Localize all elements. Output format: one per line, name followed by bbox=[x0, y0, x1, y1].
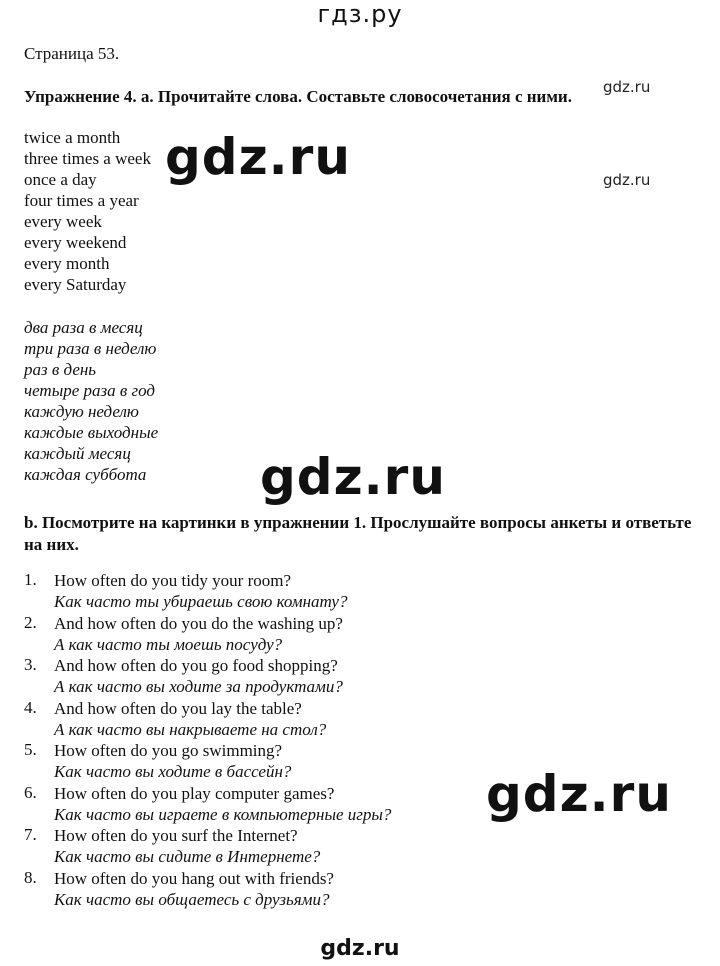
question-russian: Как часто вы ходите в бассейн? bbox=[54, 762, 292, 781]
english-word-list bbox=[24, 127, 151, 295]
question-number: 1. bbox=[24, 570, 37, 589]
watermark-large: gdz.ru bbox=[260, 448, 446, 506]
list-item: every month bbox=[24, 254, 110, 273]
question-english: And how often do you go food shopping? bbox=[54, 656, 338, 675]
site-header: гдз.ру bbox=[317, 0, 403, 28]
question-english: How often do you tidy your room? bbox=[54, 571, 292, 590]
question-english: How often do you play computer games? bbox=[54, 783, 335, 803]
question-english: How often do you surf the Internet? bbox=[54, 826, 298, 845]
questions-list bbox=[24, 570, 391, 910]
question-english: And how often do you do the washing up? bbox=[54, 613, 343, 633]
list-item: каждая суббота bbox=[24, 465, 147, 484]
question-number: 8. bbox=[24, 867, 37, 887]
list-item: каждую неделю bbox=[24, 402, 139, 421]
question-number: 6. bbox=[24, 782, 37, 802]
list-item: каждые выходные bbox=[24, 423, 159, 442]
watermark-large: gdz.ru bbox=[165, 128, 351, 186]
question-russian: А как часто вы ходите за продуктами? bbox=[54, 677, 343, 696]
question-item bbox=[24, 825, 391, 868]
question-item bbox=[24, 783, 391, 826]
question-number: 4. bbox=[24, 697, 37, 717]
question-russian: Как часто ты убираешь свою комнату? bbox=[54, 592, 348, 611]
question-item bbox=[24, 740, 391, 783]
question-english: How often do you go swimming? bbox=[54, 741, 283, 760]
question-number: 5. bbox=[24, 740, 37, 759]
watermark-small: gdz.ru bbox=[603, 171, 651, 189]
part-b-title: b. Посмотрите на картинки в упражнении 1. Прослушайте вопросы анкеты и ответьте на них. bbox=[24, 513, 692, 554]
list-item: every weekend bbox=[24, 233, 127, 252]
list-item: два раза в месяц bbox=[24, 318, 143, 337]
question-item bbox=[24, 570, 391, 613]
list-item: раз в день bbox=[24, 360, 97, 379]
list-item: every Saturday bbox=[24, 275, 127, 294]
watermark-small: gdz.ru bbox=[603, 78, 651, 96]
question-english: How often do you hang out with friends? bbox=[54, 868, 334, 888]
question-number: 2. bbox=[24, 612, 37, 632]
question-item bbox=[24, 613, 391, 656]
exercise-title: Упражнение 4. а. Прочитайте слова. Составьте словосочетания с ними. bbox=[24, 87, 572, 106]
list-item: каждый месяц bbox=[24, 444, 131, 463]
list-item: три раза в неделю bbox=[24, 339, 157, 358]
question-item bbox=[24, 655, 391, 698]
question-russian: Как часто вы сидите в Интернете? bbox=[54, 847, 321, 866]
watermark-large: gdz.ru bbox=[486, 765, 672, 823]
site-footer: gdz.ru bbox=[320, 936, 400, 961]
list-item: once a day bbox=[24, 170, 97, 189]
question-russian: Как часто вы общаетесь с друзьями? bbox=[54, 889, 330, 909]
question-item bbox=[24, 868, 391, 911]
question-number: 7. bbox=[24, 825, 37, 844]
list-item: four times a year bbox=[24, 191, 139, 210]
question-english: And how often do you lay the table? bbox=[54, 698, 302, 718]
russian-word-list bbox=[24, 317, 158, 485]
list-item: twice a month bbox=[24, 128, 121, 147]
question-item bbox=[24, 698, 391, 741]
list-item: every week bbox=[24, 212, 102, 231]
question-russian: А как часто ты моешь посуду? bbox=[54, 634, 283, 654]
page-number-label: Страница 53. bbox=[24, 44, 120, 63]
question-russian: Как часто вы играете в компьютерные игры? bbox=[54, 804, 392, 824]
question-russian: А как часто вы накрываете на стол? bbox=[54, 719, 327, 739]
question-number: 3. bbox=[24, 655, 37, 674]
list-item: четыре раза в год bbox=[24, 381, 156, 400]
list-item: three times a week bbox=[24, 149, 151, 168]
